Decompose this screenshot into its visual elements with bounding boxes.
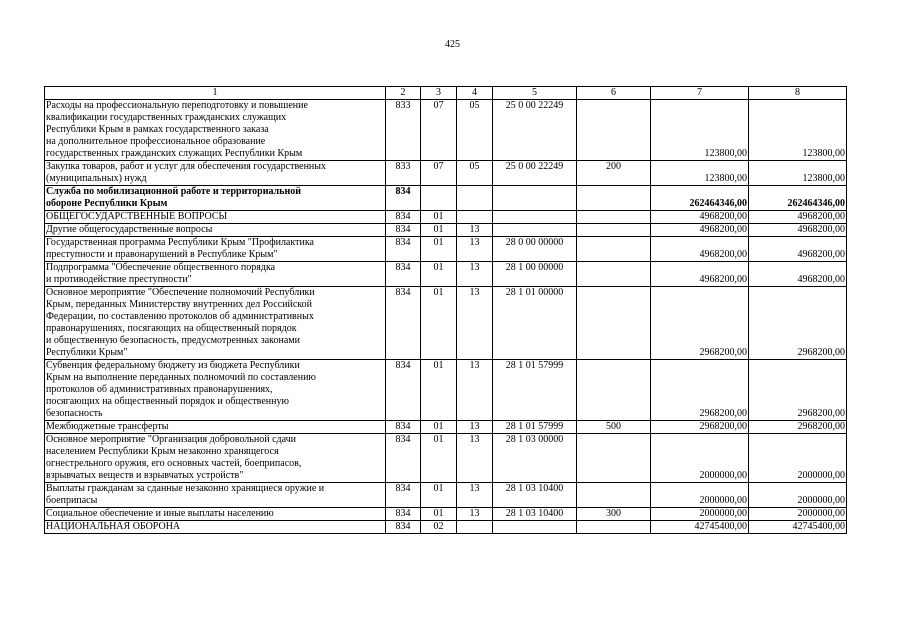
cell-amount-8: 123800,00 [749,161,847,186]
cell-section: 01 [421,262,457,287]
table-row [45,237,847,262]
description-line: боеприпасы [46,495,98,506]
cell-amount-7: 2000000,00 [651,508,749,521]
cell-description [45,421,386,434]
cell-amount-7: 2000000,00 [651,483,749,508]
description-line: Закупка товаров, работ и услуг для обеспечения государственных [46,161,327,172]
cell-subsection: 13 [457,262,493,287]
table-row [45,483,847,508]
description-line: и противодействие преступности" [46,274,192,285]
cell-expense-type [577,521,651,534]
description-line: преступности и правонарушений в Республике Крым" [46,249,278,260]
cell-amount-7: 2000000,00 [651,434,749,483]
cell-subsection: 13 [457,421,493,434]
description-line: обороне Республики Крым [46,198,168,209]
cell-subsection: 13 [457,508,493,521]
cell-section: 07 [421,161,457,186]
cell-amount-7: 4968200,00 [651,262,749,287]
cell-ved: 833 [386,161,421,186]
cell-subsection [457,186,493,211]
cell-subsection: 13 [457,483,493,508]
column-header-7: 7 [651,87,749,100]
cell-target-article [493,224,577,237]
table-row [45,262,847,287]
description-line: Служба по мобилизационной работе и территориальной [46,186,301,197]
cell-target-article: 25 0 00 22249 [493,100,577,161]
cell-expense-type [577,237,651,262]
description-line: безопасность [46,408,103,419]
table-row [45,421,847,434]
cell-target-article: 28 1 03 00000 [493,434,577,483]
cell-subsection: 05 [457,100,493,161]
cell-ved: 834 [386,421,421,434]
description-line: квалификации государственных гражданских служащих [46,112,287,123]
description-line: Расходы на профессиональную переподготовку и повышение [46,100,308,111]
description-line: взрывчатых веществ и взрывчатых устройств" [46,470,244,481]
cell-subsection: 13 [457,237,493,262]
cell-ved: 834 [386,224,421,237]
cell-expense-type [577,287,651,360]
cell-subsection [457,521,493,534]
cell-description [45,186,386,211]
table-row [45,287,847,360]
description-line: Государственная программа Республики Крым "Профилактика [46,237,314,248]
description-line: ОБЩЕГОСУДАРСТВЕННЫЕ ВОПРОСЫ [46,211,228,222]
cell-section: 01 [421,508,457,521]
cell-amount-7: 123800,00 [651,161,749,186]
table-row [45,360,847,421]
description-line: посягающих на общественный порядок и общественную [46,396,289,407]
cell-section: 01 [421,211,457,224]
cell-ved: 834 [386,287,421,360]
cell-expense-type: 500 [577,421,651,434]
cell-section: 07 [421,100,457,161]
cell-section: 01 [421,421,457,434]
cell-amount-8: 2968200,00 [749,421,847,434]
cell-subsection: 13 [457,224,493,237]
cell-amount-7: 4968200,00 [651,237,749,262]
cell-expense-type: 200 [577,161,651,186]
cell-ved: 834 [386,237,421,262]
cell-description [45,483,386,508]
cell-expense-type [577,224,651,237]
cell-amount-8: 4968200,00 [749,237,847,262]
cell-ved: 834 [386,434,421,483]
cell-expense-type [577,483,651,508]
description-line: Основное мероприятие "Организация добровольной сдачи [46,434,297,445]
cell-section: 01 [421,237,457,262]
description-line: огнестрельного оружия, его основных частей, боеприпасов, [46,458,302,469]
description-line: НАЦИОНАЛЬНАЯ ОБОРОНА [46,521,181,532]
cell-section: 01 [421,287,457,360]
cell-target-article: 25 0 00 22249 [493,161,577,186]
cell-expense-type [577,211,651,224]
cell-amount-8: 2968200,00 [749,287,847,360]
cell-description [45,434,386,483]
cell-description [45,211,386,224]
table-row [45,521,847,534]
cell-ved: 834 [386,508,421,521]
description-line: и общественную безопасность, предусмотренных законами [46,335,300,346]
cell-section [421,186,457,211]
cell-target-article: 28 1 03 10400 [493,508,577,521]
description-line: Другие общегосударственные вопросы [46,224,213,235]
cell-amount-8: 2968200,00 [749,360,847,421]
cell-subsection: 13 [457,287,493,360]
cell-description [45,100,386,161]
cell-description [45,161,386,186]
column-header-6: 6 [577,87,651,100]
cell-target-article [493,521,577,534]
cell-target-article: 28 0 00 00000 [493,237,577,262]
cell-amount-8: 2000000,00 [749,508,847,521]
cell-expense-type [577,100,651,161]
cell-subsection: 13 [457,434,493,483]
cell-expense-type [577,360,651,421]
description-line: Крым, переданных Министерству внутренних дел Российской [46,299,313,310]
cell-description [45,237,386,262]
cell-amount-8: 2000000,00 [749,483,847,508]
cell-ved: 834 [386,211,421,224]
cell-section: 02 [421,521,457,534]
column-header-2: 2 [386,87,421,100]
cell-subsection: 13 [457,360,493,421]
cell-amount-8: 262464346,00 [749,186,847,211]
description-line: протоколов об административных правонарушениях, [46,384,273,395]
description-line: Крым на выполнение переданных полномочий по составлению [46,372,316,383]
cell-amount-8: 4968200,00 [749,262,847,287]
cell-description [45,508,386,521]
cell-subsection: 05 [457,161,493,186]
column-header-5: 5 [493,87,577,100]
table-row [45,434,847,483]
cell-ved: 834 [386,483,421,508]
description-line: Республики Крым" [46,347,128,358]
cell-ved: 834 [386,521,421,534]
column-header-4: 4 [457,87,493,100]
cell-target-article: 28 1 01 57999 [493,360,577,421]
cell-description [45,262,386,287]
cell-target-article: 28 1 01 57999 [493,421,577,434]
cell-target-article: 28 1 03 10400 [493,483,577,508]
description-line: населением Республики Крым незаконно хранящегося [46,446,279,457]
table-row [45,211,847,224]
column-header-8: 8 [749,87,847,100]
table-row [45,100,847,161]
table-row [45,186,847,211]
cell-amount-8: 4968200,00 [749,224,847,237]
cell-amount-7: 262464346,00 [651,186,749,211]
cell-amount-7: 42745400,00 [651,521,749,534]
cell-expense-type: 300 [577,508,651,521]
cell-amount-7: 123800,00 [651,100,749,161]
description-line: Основное мероприятие "Обеспечение полномочий Республики [46,287,315,298]
cell-amount-8: 2000000,00 [749,434,847,483]
cell-subsection [457,211,493,224]
cell-amount-8: 123800,00 [749,100,847,161]
cell-expense-type [577,434,651,483]
table-row [45,224,847,237]
cell-description [45,224,386,237]
description-line: Выплаты гражданам за сданные незаконно хранящиеся оружие и [46,483,325,494]
cell-ved: 834 [386,360,421,421]
description-line: Федерации, по составлению протоколов об административных [46,311,314,322]
description-line: Подпрограмма "Обеспечение общественного порядка [46,262,276,273]
cell-description [45,521,386,534]
cell-amount-8: 42745400,00 [749,521,847,534]
budget-table [44,86,847,534]
cell-target-article: 28 1 00 00000 [493,262,577,287]
description-line: правонарушениях, посягающих на общественный порядок [46,323,297,334]
cell-description [45,360,386,421]
cell-target-article [493,186,577,211]
cell-target-article: 28 1 01 00000 [493,287,577,360]
description-line: Субвенция федеральному бюджету из бюджета Республики [46,360,300,371]
column-header-3: 3 [421,87,457,100]
description-line: на дополнительное профессиональное образование [46,136,266,147]
table-body [45,100,847,534]
description-line: государственных гражданских служащих Республики Крым [46,148,303,159]
header-row [45,87,847,100]
cell-section: 01 [421,360,457,421]
cell-expense-type [577,186,651,211]
cell-section: 01 [421,224,457,237]
description-line: Межбюджетные трансферты [46,421,169,432]
cell-amount-7: 2968200,00 [651,360,749,421]
column-header-1: 1 [45,87,386,100]
cell-ved: 834 [386,262,421,287]
description-line: Социальное обеспечение и иные выплаты населению [46,508,274,519]
cell-target-article [493,211,577,224]
description-line: (муниципальных) нужд [46,173,147,184]
cell-amount-7: 4968200,00 [651,211,749,224]
cell-amount-8: 4968200,00 [749,211,847,224]
table-row [45,161,847,186]
cell-ved: 833 [386,100,421,161]
cell-section: 01 [421,434,457,483]
cell-expense-type [577,262,651,287]
cell-description [45,287,386,360]
table-row [45,508,847,521]
description-line: Республики Крым в рамках государственного заказа [46,124,269,135]
page-number: 425 [445,39,460,50]
cell-amount-7: 2968200,00 [651,421,749,434]
cell-section: 01 [421,483,457,508]
cell-amount-7: 4968200,00 [651,224,749,237]
cell-ved: 834 [386,186,421,211]
cell-amount-7: 2968200,00 [651,287,749,360]
